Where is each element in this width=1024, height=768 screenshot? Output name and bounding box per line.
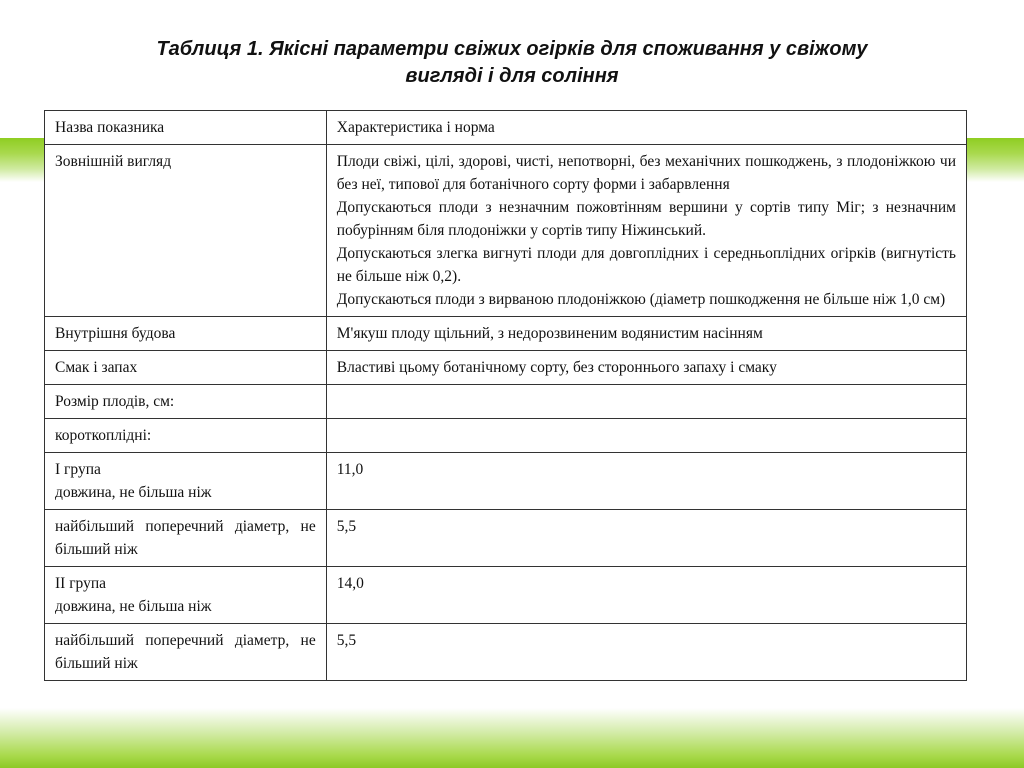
row-name-cell: найбільший поперечний діаметр, не більший ніж — [45, 624, 327, 681]
bottom-green-band — [0, 708, 1024, 768]
row-norm-cell — [326, 385, 966, 419]
table-row — [45, 510, 967, 567]
row-norm-cell: Властиві цьому ботанічному сорту, без стороннього запаху і смаку — [326, 351, 966, 385]
row-name-cell — [45, 453, 327, 510]
quality-parameters-table — [44, 110, 967, 681]
norm-paragraph: Допускаються злегка вигнуті плоди для довгоплідних і середньоплідних огірків (вигнутість не більше ніж 0,2). — [336, 245, 956, 285]
row-name-cell: Розмір плодів, см: — [45, 385, 327, 419]
table-row — [45, 317, 967, 351]
table-row — [45, 567, 967, 624]
header-cell-name: Назва показника — [45, 111, 327, 145]
row-norm-cell — [326, 145, 966, 317]
measure-label: довжина, не більша ніж — [55, 598, 212, 615]
table-header-row — [45, 111, 967, 145]
header-cell-norm: Характеристика і норма — [326, 111, 966, 145]
title-line-2: вигляді і для соління — [405, 65, 619, 87]
norm-paragraph: Допускаються плоди з незначним пожовтінням вершини у сортів типу Міг; з незначним побурінням біля плодоніжки у сортів типу Ніжинський. — [336, 199, 956, 239]
row-norm-cell: 5,5 — [326, 624, 966, 681]
row-name-cell: Смак і запах — [45, 351, 327, 385]
table-row — [45, 453, 967, 510]
table-row — [45, 624, 967, 681]
group-label: I група — [55, 461, 101, 478]
row-norm-cell: М'якуш плоду щільний, з недорозвиненим водянистим насінням — [326, 317, 966, 351]
row-name-cell: короткоплідні: — [45, 419, 327, 453]
row-name-cell: найбільший поперечний діаметр, не більший ніж — [45, 510, 327, 567]
page-title — [60, 36, 964, 90]
row-name-cell — [45, 567, 327, 624]
table-row — [45, 419, 967, 453]
table-row — [45, 145, 967, 317]
table-row — [45, 351, 967, 385]
norm-paragraph: Допускаються плоди з вирваною плодоніжкою (діаметр пошкодження не більше ніж 1,0 см) — [336, 291, 946, 308]
norm-paragraph: Плоди свіжі, цілі, здорові, чисті, непотворні, без механічних пошкоджень, з плодоніжкою чи без неї, типової для ботанічного сорту форми і забарвлення — [336, 153, 956, 193]
row-name-cell: Зовнішній вигляд — [45, 145, 327, 317]
title-line-1: Таблиця 1. Якісні параметри свіжих огірків для споживання у свіжому — [156, 38, 868, 60]
row-norm-cell: 14,0 — [326, 567, 966, 624]
group-label: II група — [55, 575, 107, 592]
row-norm-cell: 5,5 — [326, 510, 966, 567]
table-row — [45, 385, 967, 419]
row-name-cell: Внутрішня будова — [45, 317, 327, 351]
row-norm-cell: 11,0 — [326, 453, 966, 510]
row-norm-cell — [326, 419, 966, 453]
measure-label: довжина, не більша ніж — [55, 484, 212, 501]
